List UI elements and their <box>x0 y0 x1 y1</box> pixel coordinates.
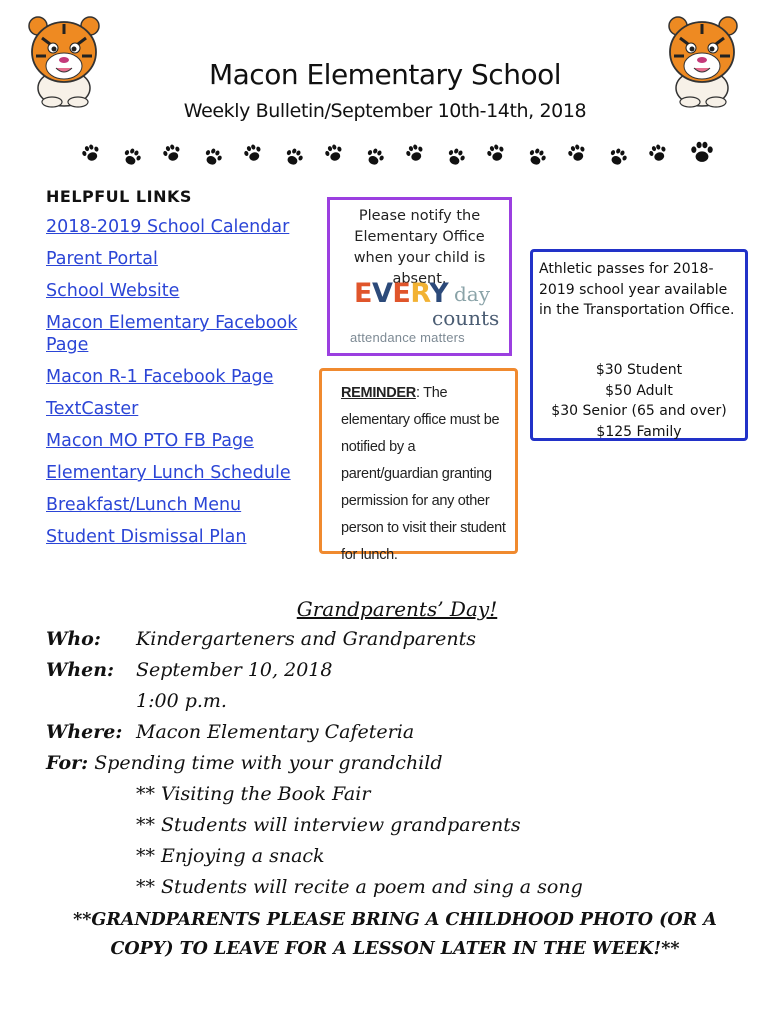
link-breakfast-lunch-menu[interactable]: Breakfast/Lunch Menu <box>46 495 242 515</box>
link-school-website[interactable]: School Website <box>46 281 180 301</box>
event-title: Grandparents’ Day! <box>296 597 498 621</box>
time-value: 1:00 p.m. <box>136 690 227 712</box>
link-item <box>46 398 326 420</box>
reminder-label: REMINDER <box>341 385 416 401</box>
link-item <box>46 248 326 270</box>
link-item <box>46 494 326 516</box>
who-label: Who: <box>46 628 101 650</box>
price-family: $125 Family <box>596 423 682 440</box>
paw-print-divider <box>80 138 720 172</box>
grandparents-photo-notice: **GRANDPARENTS PLEASE BRING A CHILDHOOD PHOTO (OR A COPY) TO LEAVE FOR A LESSON LATER IN THE WEEK!** <box>73 910 717 959</box>
paw-print-icon <box>161 142 183 164</box>
paw-print-icon <box>607 146 629 168</box>
where-label: Where: <box>46 721 123 743</box>
link-school-calendar[interactable]: 2018-2019 School Calendar <box>46 217 290 237</box>
link-r1-facebook[interactable]: Macon R-1 Facebook Page <box>46 367 274 387</box>
event-when-row <box>46 659 333 681</box>
link-pto-facebook[interactable]: Macon MO PTO FB Page <box>46 431 254 451</box>
paw-print-icon <box>445 146 467 168</box>
activity-item: ** Students will interview grandparents <box>136 814 521 836</box>
price-senior: $30 Senior (65 and over) <box>551 403 727 419</box>
links-heading: HELPFUL LINKS <box>46 187 192 206</box>
logo-tagline: attendance matters <box>350 330 465 345</box>
when-label: When: <box>46 659 115 681</box>
paw-print-icon <box>566 142 588 164</box>
athletic-passes-text: Athletic passes for 2018-2019 school year available in the Transportation Office. <box>539 261 735 318</box>
page-subtitle: Weekly Bulletin/September 10th-14th, 2018 <box>183 100 587 122</box>
link-elementary-facebook[interactable]: Macon Elementary Facebook Page <box>46 313 298 355</box>
link-dismissal-plan[interactable]: Student Dismissal Plan <box>46 527 247 547</box>
logo-counts-text: counts <box>432 306 500 330</box>
paw-print-icon <box>323 142 345 164</box>
paw-print-icon <box>485 142 507 164</box>
every-day-counts-logo <box>350 278 500 348</box>
who-value: Kindergarteners and Grandparents <box>136 628 476 650</box>
reminder-body: : The elementary office must be notified by a parent/guardian granting permission for any other person to visit their student for lunch. <box>341 385 506 563</box>
paw-print-icon <box>202 146 224 168</box>
paw-print-icon <box>242 142 264 164</box>
price-list <box>533 360 745 442</box>
logo-day-text: day <box>454 282 491 306</box>
link-item <box>46 526 326 548</box>
event-who-row <box>46 628 476 650</box>
activity-item: ** Visiting the Book Fair <box>136 783 371 805</box>
paw-print-icon <box>80 142 102 164</box>
link-item <box>46 216 326 238</box>
link-item <box>46 366 326 388</box>
logo-letter: V <box>371 278 393 309</box>
activity-item: ** Students will recite a poem and sing a song <box>136 876 583 898</box>
athletic-passes-box <box>530 249 748 441</box>
helpful-links-list <box>46 216 326 558</box>
link-item <box>46 312 326 356</box>
paw-print-icon <box>526 146 548 168</box>
lunch-visit-reminder-box <box>319 368 518 563</box>
absence-notice-text: Please notify the Elementary Office when your child is absent. <box>353 208 486 287</box>
link-textcaster[interactable]: TextCaster <box>46 399 139 419</box>
logo-letter: E <box>392 278 411 309</box>
paw-print-icon <box>647 142 669 164</box>
for-value: Spending time with your grandchild <box>94 752 443 774</box>
logo-letter: R <box>410 278 430 309</box>
activity-item: ** Enjoying a snack <box>136 845 325 867</box>
paw-print-icon <box>121 146 143 168</box>
link-parent-portal[interactable]: Parent Portal <box>46 249 158 269</box>
logo-letter: E <box>354 278 372 309</box>
event-for-row <box>46 752 443 774</box>
price-student: $30 Student <box>595 362 683 378</box>
link-lunch-schedule[interactable]: Elementary Lunch Schedule <box>46 463 291 483</box>
link-item <box>46 430 326 452</box>
price-adult: $50 Adult <box>605 382 673 399</box>
paw-print-icon <box>283 146 305 168</box>
logo-letter: Y <box>429 278 449 309</box>
link-item <box>46 462 326 484</box>
paw-print-icon <box>404 142 426 164</box>
paw-print-icon <box>364 146 386 168</box>
page-title: Macon Elementary School <box>208 58 561 91</box>
reminder-text <box>341 380 513 569</box>
link-item <box>46 280 326 302</box>
paw-print-icon <box>688 138 716 166</box>
event-where-row <box>46 721 415 743</box>
absence-notice-box <box>327 197 512 356</box>
where-value: Macon Elementary Cafeteria <box>136 721 415 743</box>
date-value: September 10, 2018 <box>136 659 333 681</box>
logo-every-text <box>354 278 448 309</box>
for-label: For: <box>46 752 89 774</box>
